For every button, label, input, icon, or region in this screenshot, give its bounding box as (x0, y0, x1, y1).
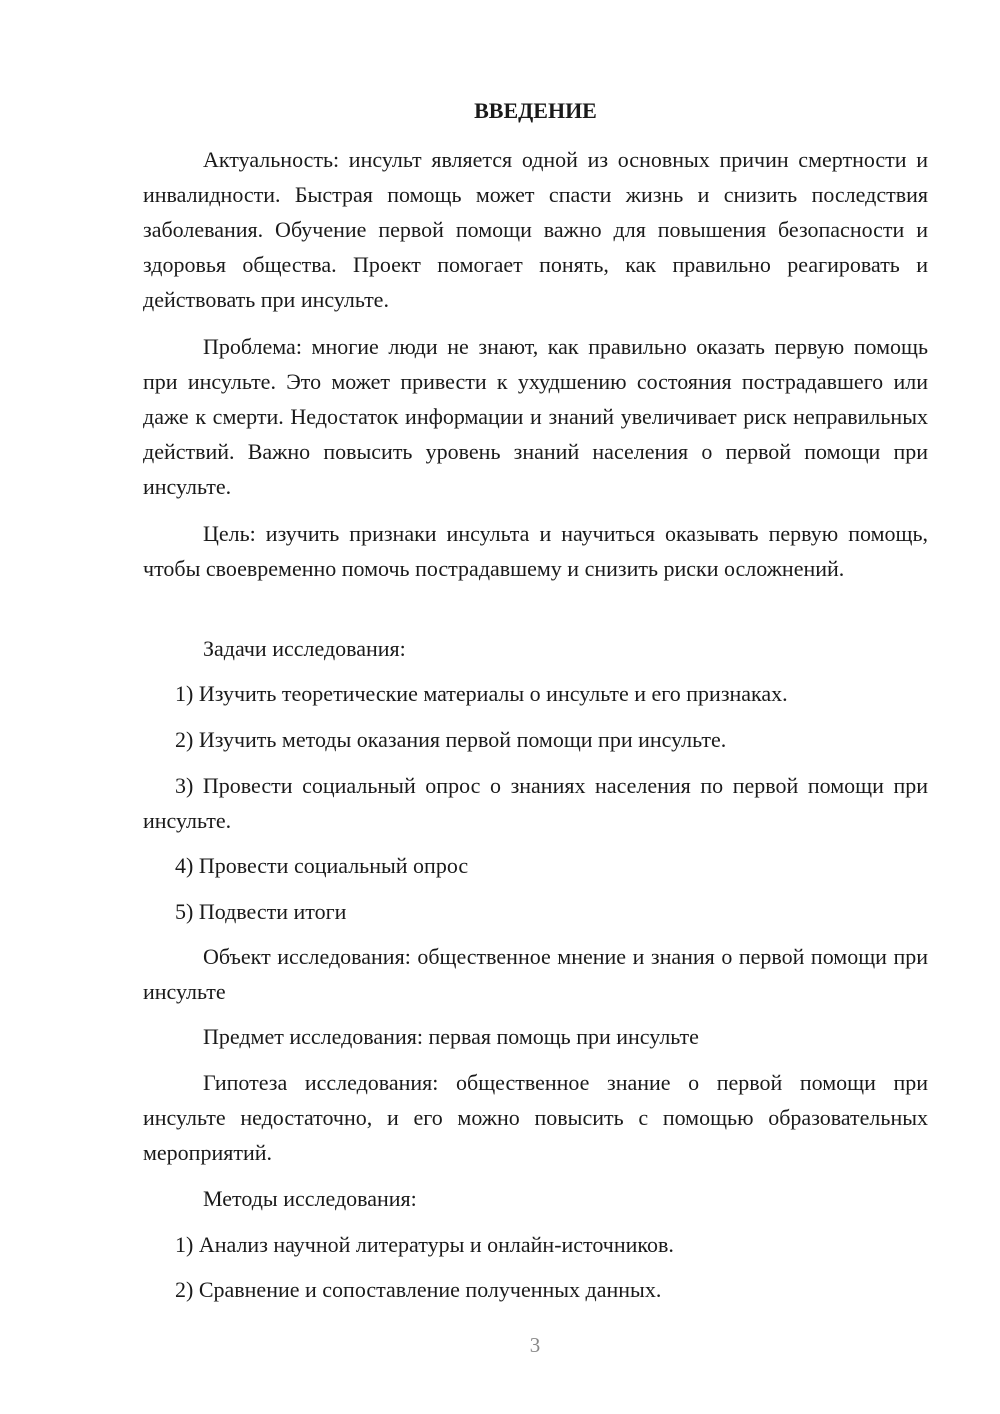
task-item-2: 2) Изучить методы оказания первой помощи при инсульте. (175, 727, 727, 752)
tasks-title: Задачи исследования: (203, 636, 406, 661)
task-item-4: 4) Провести социальный опрос (175, 853, 469, 878)
section-heading: ВВЕДЕНИЕ (474, 98, 597, 123)
subject-paragraph: Предмет исследования: первая помощь при инсульте (203, 1024, 699, 1049)
hypothesis-paragraph: Гипотеза исследования: общественное знание о первой помощи при инсульте недостаточно, и его можно повысить с помощью образовательных мероприятий. (143, 1070, 928, 1165)
methods-title: Методы исследования: (203, 1186, 417, 1211)
page-number: 3 (529, 1333, 541, 1357)
method-item-2: 2) Сравнение и сопоставление полученных данных. (175, 1277, 662, 1302)
object-paragraph: Объект исследования: общественное мнение и знания о первой помощи при инсульте (143, 944, 928, 1004)
task-item-1: 1) Изучить теоретические материалы о инсульте и его признаках. (175, 681, 788, 706)
problem-paragraph: Проблема: многие люди не знают, как правильно оказать первую помощь при инсульте. Это может привести к ухудшению состояния пострадавшего или даже к смерти. Недостаток информации и знаний увеличивает риск неправильных действий. Важно повысить уровень знаний населения о первой помощи при инсульте. (143, 334, 928, 499)
task-item-3: 3) Провести социальный опрос о знаниях населения по первой помощи при инсульте. (143, 773, 928, 833)
task-item-5: 5) Подвести итоги (175, 899, 347, 924)
goal-paragraph: Цель: изучить признаки инсульта и научиться оказывать первую помощь, чтобы своевременно помочь пострадавшему и снизить риски осложнений. (143, 521, 928, 581)
method-item-1: 1) Анализ научной литературы и онлайн-источников. (175, 1232, 674, 1257)
relevance-paragraph: Актуальность: инсульт является одной из основных причин смертности и инвалидности. Быстрая помощь может спасти жизнь и снизить последствия заболевания. Обучение первой помощи важно для повышения безопасности и здоровья общества. Проект помогает понять, как правильно реагировать и действовать при инсульте. (143, 147, 928, 312)
